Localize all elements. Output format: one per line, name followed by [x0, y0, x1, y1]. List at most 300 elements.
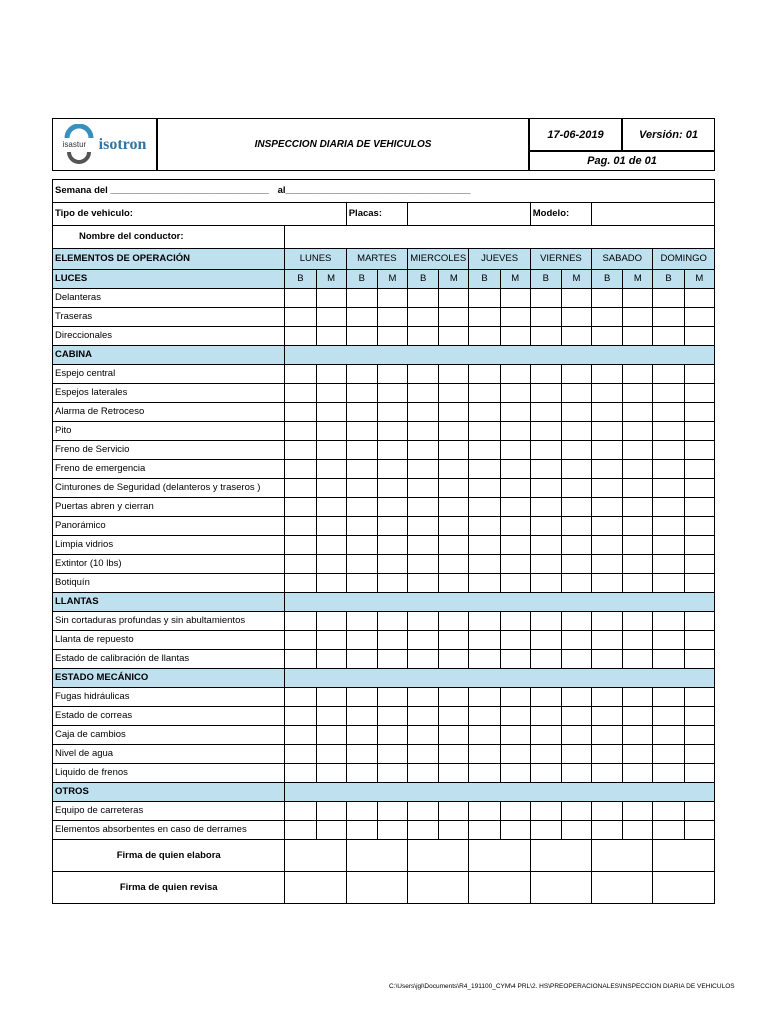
check-cell[interactable]: [408, 821, 439, 840]
check-cell[interactable]: [684, 821, 714, 840]
check-cell[interactable]: [623, 821, 653, 840]
check-cell[interactable]: [623, 726, 653, 745]
check-cell[interactable]: [469, 574, 500, 593]
check-cell[interactable]: [285, 574, 316, 593]
check-cell[interactable]: [561, 650, 591, 669]
check-cell[interactable]: [316, 384, 346, 403]
check-cell[interactable]: [346, 403, 377, 422]
check-cell[interactable]: [346, 365, 377, 384]
check-cell[interactable]: [561, 612, 591, 631]
check-cell[interactable]: [592, 555, 623, 574]
check-cell[interactable]: [408, 384, 439, 403]
check-cell[interactable]: [623, 441, 653, 460]
check-cell[interactable]: [439, 650, 469, 669]
check-cell[interactable]: [408, 536, 439, 555]
check-cell[interactable]: [561, 479, 591, 498]
check-cell[interactable]: [653, 479, 684, 498]
check-cell[interactable]: [592, 726, 623, 745]
check-cell[interactable]: [285, 612, 316, 631]
check-cell[interactable]: [684, 631, 714, 650]
check-cell[interactable]: [623, 612, 653, 631]
check-cell[interactable]: [653, 498, 684, 517]
check-cell[interactable]: [623, 574, 653, 593]
check-cell[interactable]: [346, 327, 377, 346]
check-cell[interactable]: [469, 441, 500, 460]
check-cell[interactable]: [530, 745, 561, 764]
check-cell[interactable]: [500, 612, 530, 631]
check-cell[interactable]: [530, 726, 561, 745]
check-cell[interactable]: [561, 536, 591, 555]
check-cell[interactable]: [623, 631, 653, 650]
check-cell[interactable]: [408, 422, 439, 441]
check-cell[interactable]: [377, 650, 407, 669]
check-cell[interactable]: [684, 422, 714, 441]
check-cell[interactable]: [408, 365, 439, 384]
check-cell[interactable]: [592, 384, 623, 403]
check-cell[interactable]: [469, 726, 500, 745]
check-cell[interactable]: [530, 517, 561, 536]
check-cell[interactable]: [439, 726, 469, 745]
check-cell[interactable]: [500, 555, 530, 574]
check-cell[interactable]: [653, 612, 684, 631]
check-cell[interactable]: [684, 289, 714, 308]
check-cell[interactable]: [285, 289, 316, 308]
check-cell[interactable]: [561, 555, 591, 574]
check-cell[interactable]: [561, 327, 591, 346]
check-cell[interactable]: [500, 802, 530, 821]
check-cell[interactable]: [653, 441, 684, 460]
check-cell[interactable]: [530, 460, 561, 479]
check-cell[interactable]: [469, 802, 500, 821]
check-cell[interactable]: [684, 308, 714, 327]
check-cell[interactable]: [377, 517, 407, 536]
check-cell[interactable]: [530, 802, 561, 821]
check-cell[interactable]: [408, 403, 439, 422]
check-cell[interactable]: [684, 403, 714, 422]
check-cell[interactable]: [592, 441, 623, 460]
check-cell[interactable]: [316, 764, 346, 783]
check-cell[interactable]: [469, 479, 500, 498]
check-cell[interactable]: [469, 517, 500, 536]
check-cell[interactable]: [285, 498, 316, 517]
check-cell[interactable]: [316, 802, 346, 821]
check-cell[interactable]: [653, 327, 684, 346]
check-cell[interactable]: [408, 764, 439, 783]
check-cell[interactable]: [500, 422, 530, 441]
check-cell[interactable]: [500, 536, 530, 555]
check-cell[interactable]: [316, 498, 346, 517]
check-cell[interactable]: [623, 365, 653, 384]
check-cell[interactable]: [623, 555, 653, 574]
check-cell[interactable]: [623, 498, 653, 517]
check-cell[interactable]: [623, 327, 653, 346]
check-cell[interactable]: [439, 764, 469, 783]
check-cell[interactable]: [469, 688, 500, 707]
check-cell[interactable]: [408, 707, 439, 726]
check-cell[interactable]: [285, 517, 316, 536]
check-cell[interactable]: [592, 707, 623, 726]
check-cell[interactable]: [408, 574, 439, 593]
check-cell[interactable]: [530, 821, 561, 840]
check-cell[interactable]: [684, 688, 714, 707]
check-cell[interactable]: [530, 441, 561, 460]
check-cell[interactable]: [377, 612, 407, 631]
check-cell[interactable]: [561, 688, 591, 707]
check-cell[interactable]: [316, 536, 346, 555]
check-cell[interactable]: [684, 574, 714, 593]
check-cell[interactable]: [439, 498, 469, 517]
check-cell[interactable]: [377, 631, 407, 650]
firma-revisa-field[interactable]: [469, 872, 530, 904]
check-cell[interactable]: [408, 289, 439, 308]
check-cell[interactable]: [530, 422, 561, 441]
check-cell[interactable]: [439, 688, 469, 707]
check-cell[interactable]: [346, 536, 377, 555]
check-cell[interactable]: [623, 764, 653, 783]
check-cell[interactable]: [408, 460, 439, 479]
check-cell[interactable]: [592, 574, 623, 593]
check-cell[interactable]: [653, 422, 684, 441]
check-cell[interactable]: [530, 688, 561, 707]
check-cell[interactable]: [623, 384, 653, 403]
check-cell[interactable]: [592, 479, 623, 498]
check-cell[interactable]: [561, 422, 591, 441]
check-cell[interactable]: [377, 308, 407, 327]
check-cell[interactable]: [623, 517, 653, 536]
check-cell[interactable]: [530, 555, 561, 574]
check-cell[interactable]: [377, 821, 407, 840]
check-cell[interactable]: [439, 536, 469, 555]
check-cell[interactable]: [377, 764, 407, 783]
check-cell[interactable]: [316, 631, 346, 650]
check-cell[interactable]: [316, 308, 346, 327]
check-cell[interactable]: [346, 745, 377, 764]
check-cell[interactable]: [469, 422, 500, 441]
check-cell[interactable]: [530, 764, 561, 783]
check-cell[interactable]: [500, 441, 530, 460]
check-cell[interactable]: [377, 441, 407, 460]
check-cell[interactable]: [592, 802, 623, 821]
firma-elabora-field[interactable]: [469, 840, 530, 872]
check-cell[interactable]: [408, 327, 439, 346]
firma-revisa-field[interactable]: [408, 872, 469, 904]
check-cell[interactable]: [439, 441, 469, 460]
check-cell[interactable]: [623, 460, 653, 479]
check-cell[interactable]: [408, 726, 439, 745]
check-cell[interactable]: [285, 764, 316, 783]
check-cell[interactable]: [346, 460, 377, 479]
check-cell[interactable]: [285, 308, 316, 327]
check-cell[interactable]: [469, 612, 500, 631]
check-cell[interactable]: [285, 365, 316, 384]
check-cell[interactable]: [346, 574, 377, 593]
firma-revisa-field[interactable]: [530, 872, 591, 904]
firma-elabora-field[interactable]: [346, 840, 407, 872]
check-cell[interactable]: [346, 289, 377, 308]
firma-revisa-field[interactable]: [592, 872, 653, 904]
check-cell[interactable]: [408, 517, 439, 536]
check-cell[interactable]: [316, 688, 346, 707]
check-cell[interactable]: [653, 517, 684, 536]
check-cell[interactable]: [469, 384, 500, 403]
check-cell[interactable]: [561, 498, 591, 517]
check-cell[interactable]: [530, 327, 561, 346]
check-cell[interactable]: [346, 517, 377, 536]
check-cell[interactable]: [684, 441, 714, 460]
check-cell[interactable]: [469, 327, 500, 346]
check-cell[interactable]: [377, 726, 407, 745]
check-cell[interactable]: [285, 441, 316, 460]
check-cell[interactable]: [561, 289, 591, 308]
check-cell[interactable]: [346, 764, 377, 783]
check-cell[interactable]: [592, 536, 623, 555]
check-cell[interactable]: [285, 650, 316, 669]
check-cell[interactable]: [285, 403, 316, 422]
firma-revisa-field[interactable]: [653, 872, 715, 904]
check-cell[interactable]: [439, 403, 469, 422]
check-cell[interactable]: [684, 384, 714, 403]
check-cell[interactable]: [346, 650, 377, 669]
check-cell[interactable]: [285, 536, 316, 555]
check-cell[interactable]: [592, 650, 623, 669]
check-cell[interactable]: [623, 308, 653, 327]
check-cell[interactable]: [408, 745, 439, 764]
check-cell[interactable]: [439, 365, 469, 384]
check-cell[interactable]: [623, 289, 653, 308]
check-cell[interactable]: [377, 536, 407, 555]
check-cell[interactable]: [469, 460, 500, 479]
check-cell[interactable]: [530, 612, 561, 631]
check-cell[interactable]: [500, 726, 530, 745]
check-cell[interactable]: [285, 745, 316, 764]
check-cell[interactable]: [684, 555, 714, 574]
check-cell[interactable]: [285, 422, 316, 441]
check-cell[interactable]: [500, 308, 530, 327]
check-cell[interactable]: [469, 365, 500, 384]
check-cell[interactable]: [316, 517, 346, 536]
check-cell[interactable]: [469, 289, 500, 308]
check-cell[interactable]: [439, 574, 469, 593]
check-cell[interactable]: [561, 764, 591, 783]
check-cell[interactable]: [408, 555, 439, 574]
check-cell[interactable]: [530, 498, 561, 517]
check-cell[interactable]: [684, 707, 714, 726]
check-cell[interactable]: [285, 726, 316, 745]
check-cell[interactable]: [285, 384, 316, 403]
check-cell[interactable]: [684, 536, 714, 555]
check-cell[interactable]: [316, 365, 346, 384]
check-cell[interactable]: [408, 631, 439, 650]
check-cell[interactable]: [653, 688, 684, 707]
firma-elabora-field[interactable]: [285, 840, 346, 872]
check-cell[interactable]: [469, 536, 500, 555]
check-cell[interactable]: [377, 555, 407, 574]
check-cell[interactable]: [592, 460, 623, 479]
check-cell[interactable]: [684, 365, 714, 384]
check-cell[interactable]: [500, 631, 530, 650]
conductor-field[interactable]: [285, 226, 715, 249]
check-cell[interactable]: [346, 479, 377, 498]
check-cell[interactable]: [623, 707, 653, 726]
check-cell[interactable]: [653, 384, 684, 403]
check-cell[interactable]: [316, 555, 346, 574]
check-cell[interactable]: [439, 802, 469, 821]
firma-elabora-field[interactable]: [530, 840, 591, 872]
check-cell[interactable]: [377, 745, 407, 764]
check-cell[interactable]: [408, 498, 439, 517]
check-cell[interactable]: [408, 802, 439, 821]
check-cell[interactable]: [653, 289, 684, 308]
check-cell[interactable]: [316, 422, 346, 441]
check-cell[interactable]: [500, 327, 530, 346]
check-cell[interactable]: [285, 460, 316, 479]
check-cell[interactable]: [439, 479, 469, 498]
check-cell[interactable]: [500, 365, 530, 384]
check-cell[interactable]: [592, 403, 623, 422]
check-cell[interactable]: [316, 479, 346, 498]
check-cell[interactable]: [316, 289, 346, 308]
check-cell[interactable]: [346, 498, 377, 517]
check-cell[interactable]: [285, 688, 316, 707]
check-cell[interactable]: [684, 764, 714, 783]
check-cell[interactable]: [684, 726, 714, 745]
check-cell[interactable]: [530, 479, 561, 498]
check-cell[interactable]: [316, 403, 346, 422]
check-cell[interactable]: [684, 479, 714, 498]
check-cell[interactable]: [592, 422, 623, 441]
check-cell[interactable]: [316, 650, 346, 669]
check-cell[interactable]: [316, 707, 346, 726]
check-cell[interactable]: [285, 327, 316, 346]
check-cell[interactable]: [316, 441, 346, 460]
check-cell[interactable]: [592, 289, 623, 308]
check-cell[interactable]: [561, 460, 591, 479]
check-cell[interactable]: [346, 555, 377, 574]
firma-elabora-field[interactable]: [653, 840, 715, 872]
check-cell[interactable]: [561, 403, 591, 422]
check-cell[interactable]: [561, 365, 591, 384]
check-cell[interactable]: [653, 802, 684, 821]
check-cell[interactable]: [561, 574, 591, 593]
check-cell[interactable]: [377, 707, 407, 726]
check-cell[interactable]: [408, 308, 439, 327]
check-cell[interactable]: [592, 517, 623, 536]
check-cell[interactable]: [408, 650, 439, 669]
check-cell[interactable]: [469, 764, 500, 783]
check-cell[interactable]: [346, 821, 377, 840]
check-cell[interactable]: [469, 631, 500, 650]
check-cell[interactable]: [439, 612, 469, 631]
check-cell[interactable]: [530, 308, 561, 327]
check-cell[interactable]: [653, 403, 684, 422]
check-cell[interactable]: [500, 517, 530, 536]
check-cell[interactable]: [653, 764, 684, 783]
check-cell[interactable]: [530, 289, 561, 308]
check-cell[interactable]: [684, 745, 714, 764]
check-cell[interactable]: [653, 555, 684, 574]
firma-elabora-field[interactable]: [592, 840, 653, 872]
check-cell[interactable]: [653, 726, 684, 745]
check-cell[interactable]: [285, 479, 316, 498]
check-cell[interactable]: [592, 688, 623, 707]
check-cell[interactable]: [377, 365, 407, 384]
check-cell[interactable]: [316, 745, 346, 764]
check-cell[interactable]: [500, 498, 530, 517]
check-cell[interactable]: [346, 612, 377, 631]
check-cell[interactable]: [653, 650, 684, 669]
check-cell[interactable]: [561, 308, 591, 327]
check-cell[interactable]: [500, 688, 530, 707]
check-cell[interactable]: [469, 650, 500, 669]
check-cell[interactable]: [592, 745, 623, 764]
check-cell[interactable]: [377, 479, 407, 498]
check-cell[interactable]: [500, 707, 530, 726]
check-cell[interactable]: [500, 821, 530, 840]
check-cell[interactable]: [377, 422, 407, 441]
check-cell[interactable]: [469, 821, 500, 840]
check-cell[interactable]: [469, 308, 500, 327]
check-cell[interactable]: [469, 707, 500, 726]
check-cell[interactable]: [623, 403, 653, 422]
firma-revisa-field[interactable]: [346, 872, 407, 904]
check-cell[interactable]: [469, 498, 500, 517]
modelo-field[interactable]: [592, 203, 715, 226]
check-cell[interactable]: [500, 479, 530, 498]
check-cell[interactable]: [653, 536, 684, 555]
check-cell[interactable]: [377, 802, 407, 821]
check-cell[interactable]: [592, 327, 623, 346]
check-cell[interactable]: [561, 517, 591, 536]
check-cell[interactable]: [530, 365, 561, 384]
check-cell[interactable]: [653, 460, 684, 479]
check-cell[interactable]: [316, 574, 346, 593]
check-cell[interactable]: [285, 821, 316, 840]
check-cell[interactable]: [316, 821, 346, 840]
check-cell[interactable]: [439, 745, 469, 764]
check-cell[interactable]: [561, 384, 591, 403]
check-cell[interactable]: [316, 327, 346, 346]
check-cell[interactable]: [684, 802, 714, 821]
check-cell[interactable]: [439, 308, 469, 327]
check-cell[interactable]: [346, 688, 377, 707]
check-cell[interactable]: [469, 745, 500, 764]
check-cell[interactable]: [653, 707, 684, 726]
check-cell[interactable]: [439, 707, 469, 726]
check-cell[interactable]: [408, 688, 439, 707]
firma-elabora-field[interactable]: [408, 840, 469, 872]
check-cell[interactable]: [285, 555, 316, 574]
check-cell[interactable]: [592, 821, 623, 840]
check-cell[interactable]: [377, 327, 407, 346]
check-cell[interactable]: [316, 612, 346, 631]
check-cell[interactable]: [592, 612, 623, 631]
check-cell[interactable]: [316, 460, 346, 479]
check-cell[interactable]: [377, 384, 407, 403]
check-cell[interactable]: [377, 688, 407, 707]
check-cell[interactable]: [377, 289, 407, 308]
check-cell[interactable]: [623, 688, 653, 707]
check-cell[interactable]: [530, 707, 561, 726]
check-cell[interactable]: [500, 403, 530, 422]
check-cell[interactable]: [653, 745, 684, 764]
check-cell[interactable]: [561, 745, 591, 764]
firma-revisa-field[interactable]: [285, 872, 346, 904]
check-cell[interactable]: [285, 707, 316, 726]
check-cell[interactable]: [439, 327, 469, 346]
placas-field[interactable]: [408, 203, 531, 226]
check-cell[interactable]: [439, 289, 469, 308]
check-cell[interactable]: [469, 555, 500, 574]
